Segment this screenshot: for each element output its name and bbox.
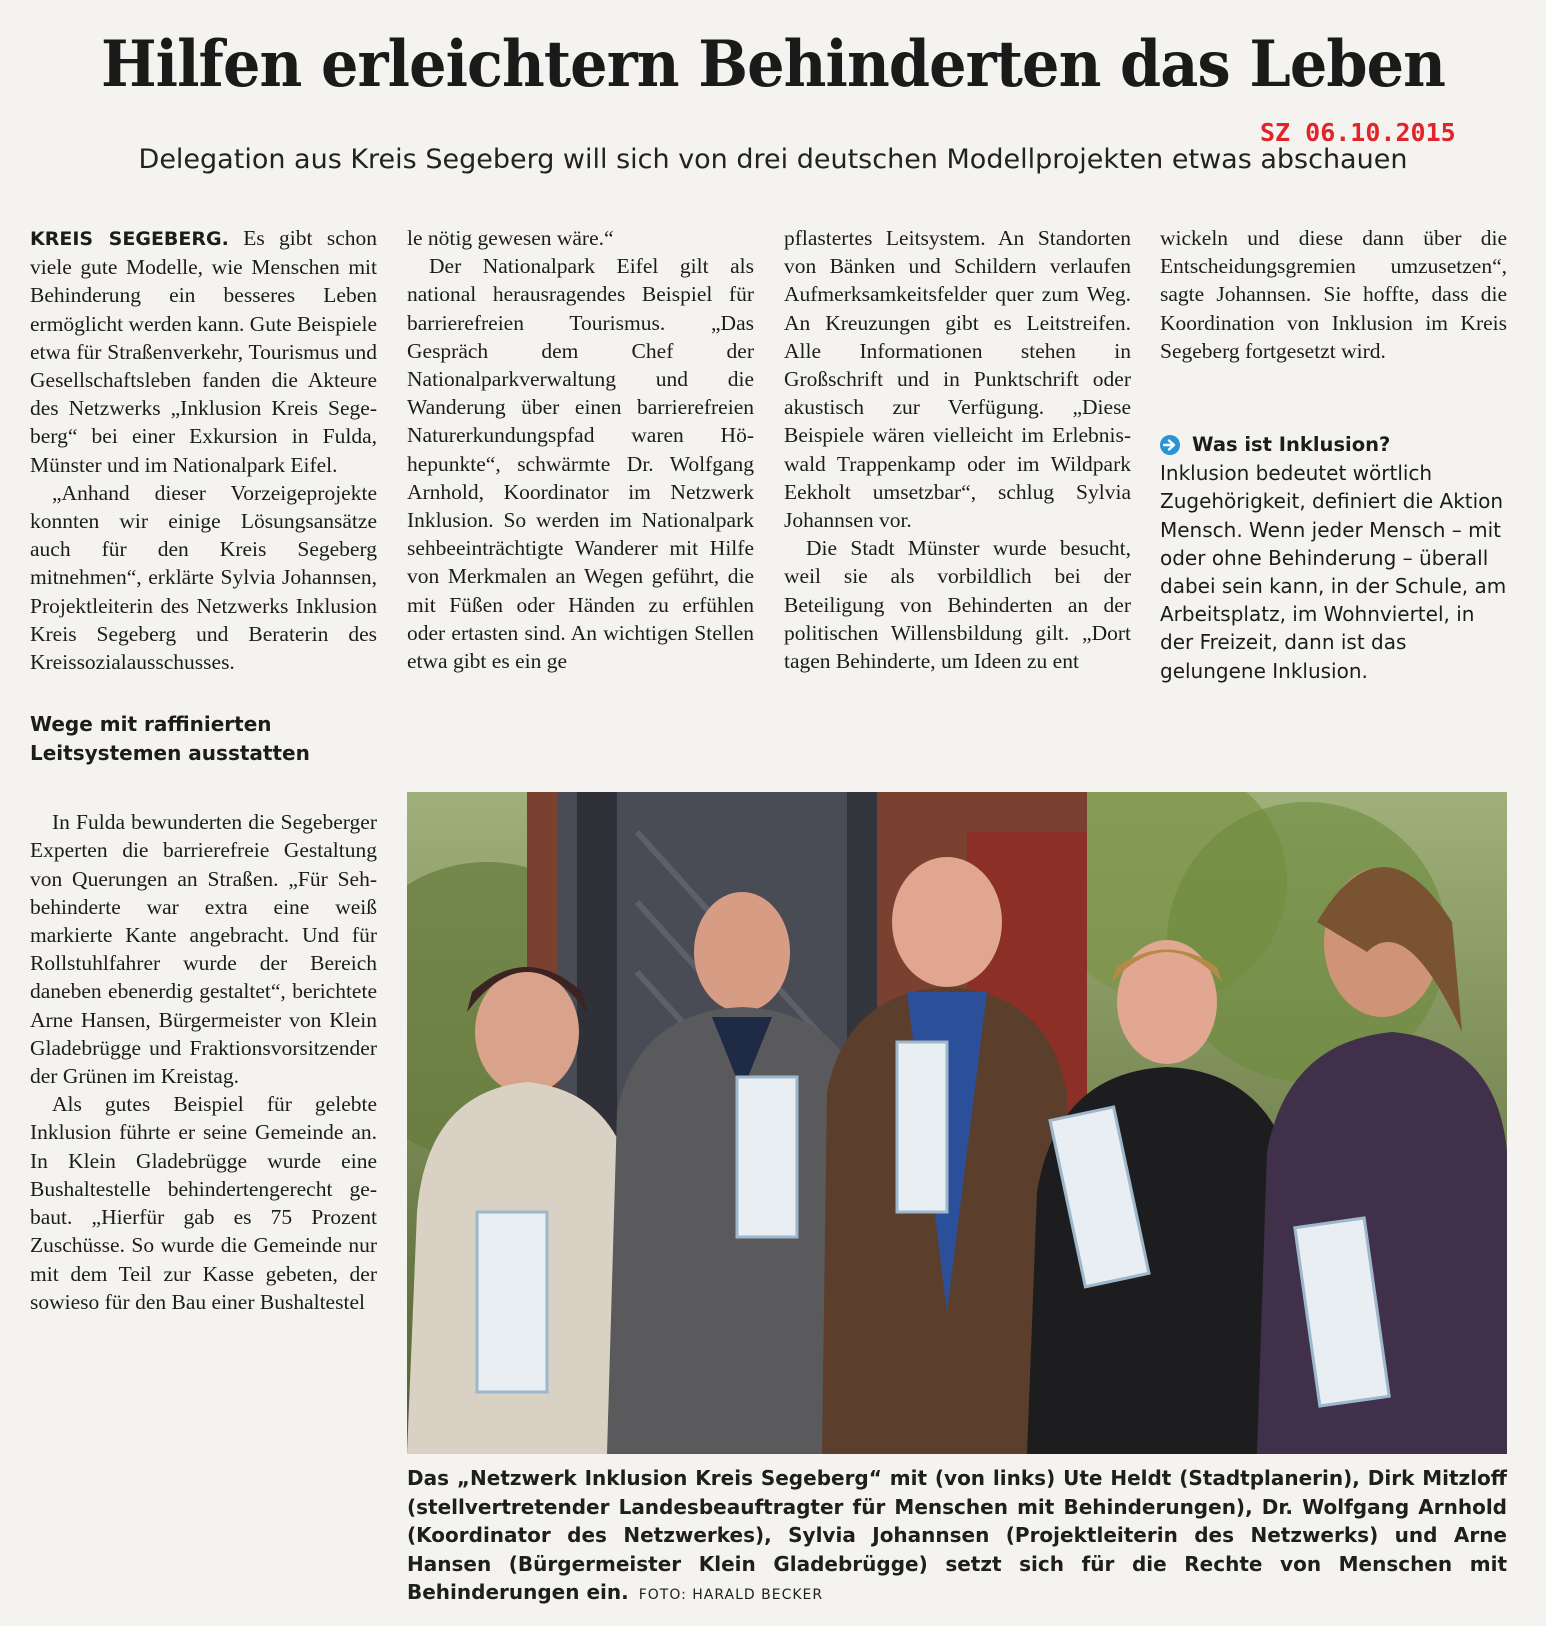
dateline: KREIS SEGEBERG. bbox=[30, 228, 229, 250]
photo-caption bbox=[407, 1464, 1507, 1610]
article-column-4 bbox=[1160, 224, 1507, 685]
info-box-heading: Was ist Inklusion? bbox=[1192, 433, 1391, 457]
caption-text: Das „Netzwerk Inklusion Kreis Segeberg“ mit (von links) Ute Heldt (Stadtplanerin), Dirk Mitzloff (stellvertretender Landesbeauftragter für Menschen mit Behinderungen), Dr. Wolfgang Arnhold (Koordinator des Netzwerkes), Sylvia Johannsen (Projektleiterin des Netzwerks) und Arne Hansen (Bürgermeister Klein Gladebrügge) setzt sich für die Rechte von Menschen mit Behinderungen ein. bbox=[407, 1466, 1507, 1604]
article-column-2 bbox=[407, 224, 754, 675]
paragraph: In Fulda bewunderten die Segeberger Experten die barrierefreie Gestaltung von Querungen an Straßen. „Für Sehbehinderte war extra eine weiß markierte Kante angebracht. Und für Rollstuhlfahrer wurde der Bereich daneben ebenerdig gestaltet“, berichtete Arne Hansen, Bürgermeister von Klein Gladebrügge und Fraktionsvorsitzender der Grünen im Kreistag. bbox=[30, 810, 377, 1089]
info-box-text: Inklusion bedeutet wörtlich Zugehörigkeit, definiert die Aktion Mensch. Wenn jeder Mensch – mit oder ohne Behinderung – überall dabei sein kann, in der Schule, am Arbeitsplatz, im Wohnviertel, in der Freizeit, dann ist das gelungene Inklusion. bbox=[1160, 461, 1507, 683]
photo-credit: FOTO: HARALD BECKER bbox=[638, 1587, 824, 1603]
headline: Hilfen erleichtern Behinderten das Leben bbox=[100, 27, 1446, 102]
section-subtitle: Wege mit raffinierten Leitsystemen ausstatten bbox=[30, 712, 310, 766]
article-column-1 bbox=[30, 224, 377, 1316]
info-box bbox=[1160, 431, 1507, 685]
info-box-title bbox=[1160, 431, 1507, 459]
arrow-right-icon bbox=[1160, 435, 1180, 455]
photo-illustration bbox=[407, 792, 1507, 1454]
article-column-3 bbox=[784, 224, 1131, 675]
paragraph: Die Stadt Münster wurde besucht, weil sie als vorbildlich bei der Beteiligung von Behinderten an der politischen Willensbildung gilt. „Dort tagen Behinderte, um Ideen zu ent bbox=[784, 536, 1131, 674]
source-date-stamp: SZ 06.10.2015 bbox=[1260, 118, 1456, 147]
lead-paragraph bbox=[30, 224, 377, 479]
lead-text: Es gibt schon viele gute Modelle, wie Menschen mit Behinderung ein besseres Leben ermöglicht werden kann. Gute Beispiele etwa für Straßenverkehr, Tourismus und Gesellschaftsleben fanden die Akteure des Netzwerks „Inklusion Kreis Segeberg“ bei einer Exkursion in Fulda, Münster und im Nationalpark Eifel. bbox=[30, 226, 378, 477]
paragraph: Als gutes Beispiel für gelebte Inklusion führte er seine Gemeinde an. In Klein Gladebrügge wurde eine Bushaltestelle behindertengerecht gebaut. „Hierfür gab es 75 Prozent Zuschüsse. So wurde die Gemeinde nur mit dem Teil zur Kasse gebeten, der sowieso für den Bau einer Bushaltestel bbox=[30, 1092, 377, 1314]
paragraph: „Anhand dieser Vorzeigeprojekte konnten wir einige Lösungsansätze auch für den Kreis Segeberg mitnehmen“, erklärte Sylvia Johannsen, Projektleiterin des Netzwerks Inklusion Kreis Segeberg und Beraterin des Kreissozialausschusses. bbox=[30, 480, 377, 675]
paragraph: pflastertes Leitsystem. An Standorten von Bänken und Schildern verlaufen Aufmerksamkeitsfelder quer zum Weg. An Kreuzungen gibt es Leitstreifen. Alle Informationen stehen in Großschrift und in Punktschrift oder akustisch zur Verfügung. „Diese Beispiele wären vielleicht im Erlebniswald Trappenkamp oder im Wildpark Eekholt umsetzbar“, schlug Sylvia Johannsen vor. bbox=[784, 226, 1131, 533]
paragraph: Der Nationalpark Eifel gilt als national herausragendes Beispiel für barrierefreien Tourismus. „Das Gespräch dem Chef der Nationalparkverwaltung und die Wanderung über einen barrierefreien Naturerkundungspfad waren Höhepunkte“, schwärmte Dr. Wolfgang Arnhold, Koordinator im Netzwerk Inklusion. So werden im Nationalpark sehbeeinträchtigte Wanderer mit Hilfe von Merkmalen an Wegen geführt, die mit Füßen oder Händen zu erfühlen oder ertasten sind. An wichtigen Stellen etwa gibt es ein ge bbox=[407, 254, 754, 674]
subheadline: Delegation aus Kreis Segeberg will sich von drei deutschen Modellprojekten etwas abschauen bbox=[138, 144, 1408, 175]
group-photo bbox=[407, 792, 1507, 1454]
paragraph: wickeln und diese dann über die Entscheidungsgremien umzusetzen“, sagte Johannsen. Sie hoffte, dass die Koordination von Inklusion im Kreis Segeberg fortgesetzt wird. bbox=[1160, 226, 1507, 363]
paragraph: le nötig gewesen wäre.“ bbox=[407, 226, 614, 250]
